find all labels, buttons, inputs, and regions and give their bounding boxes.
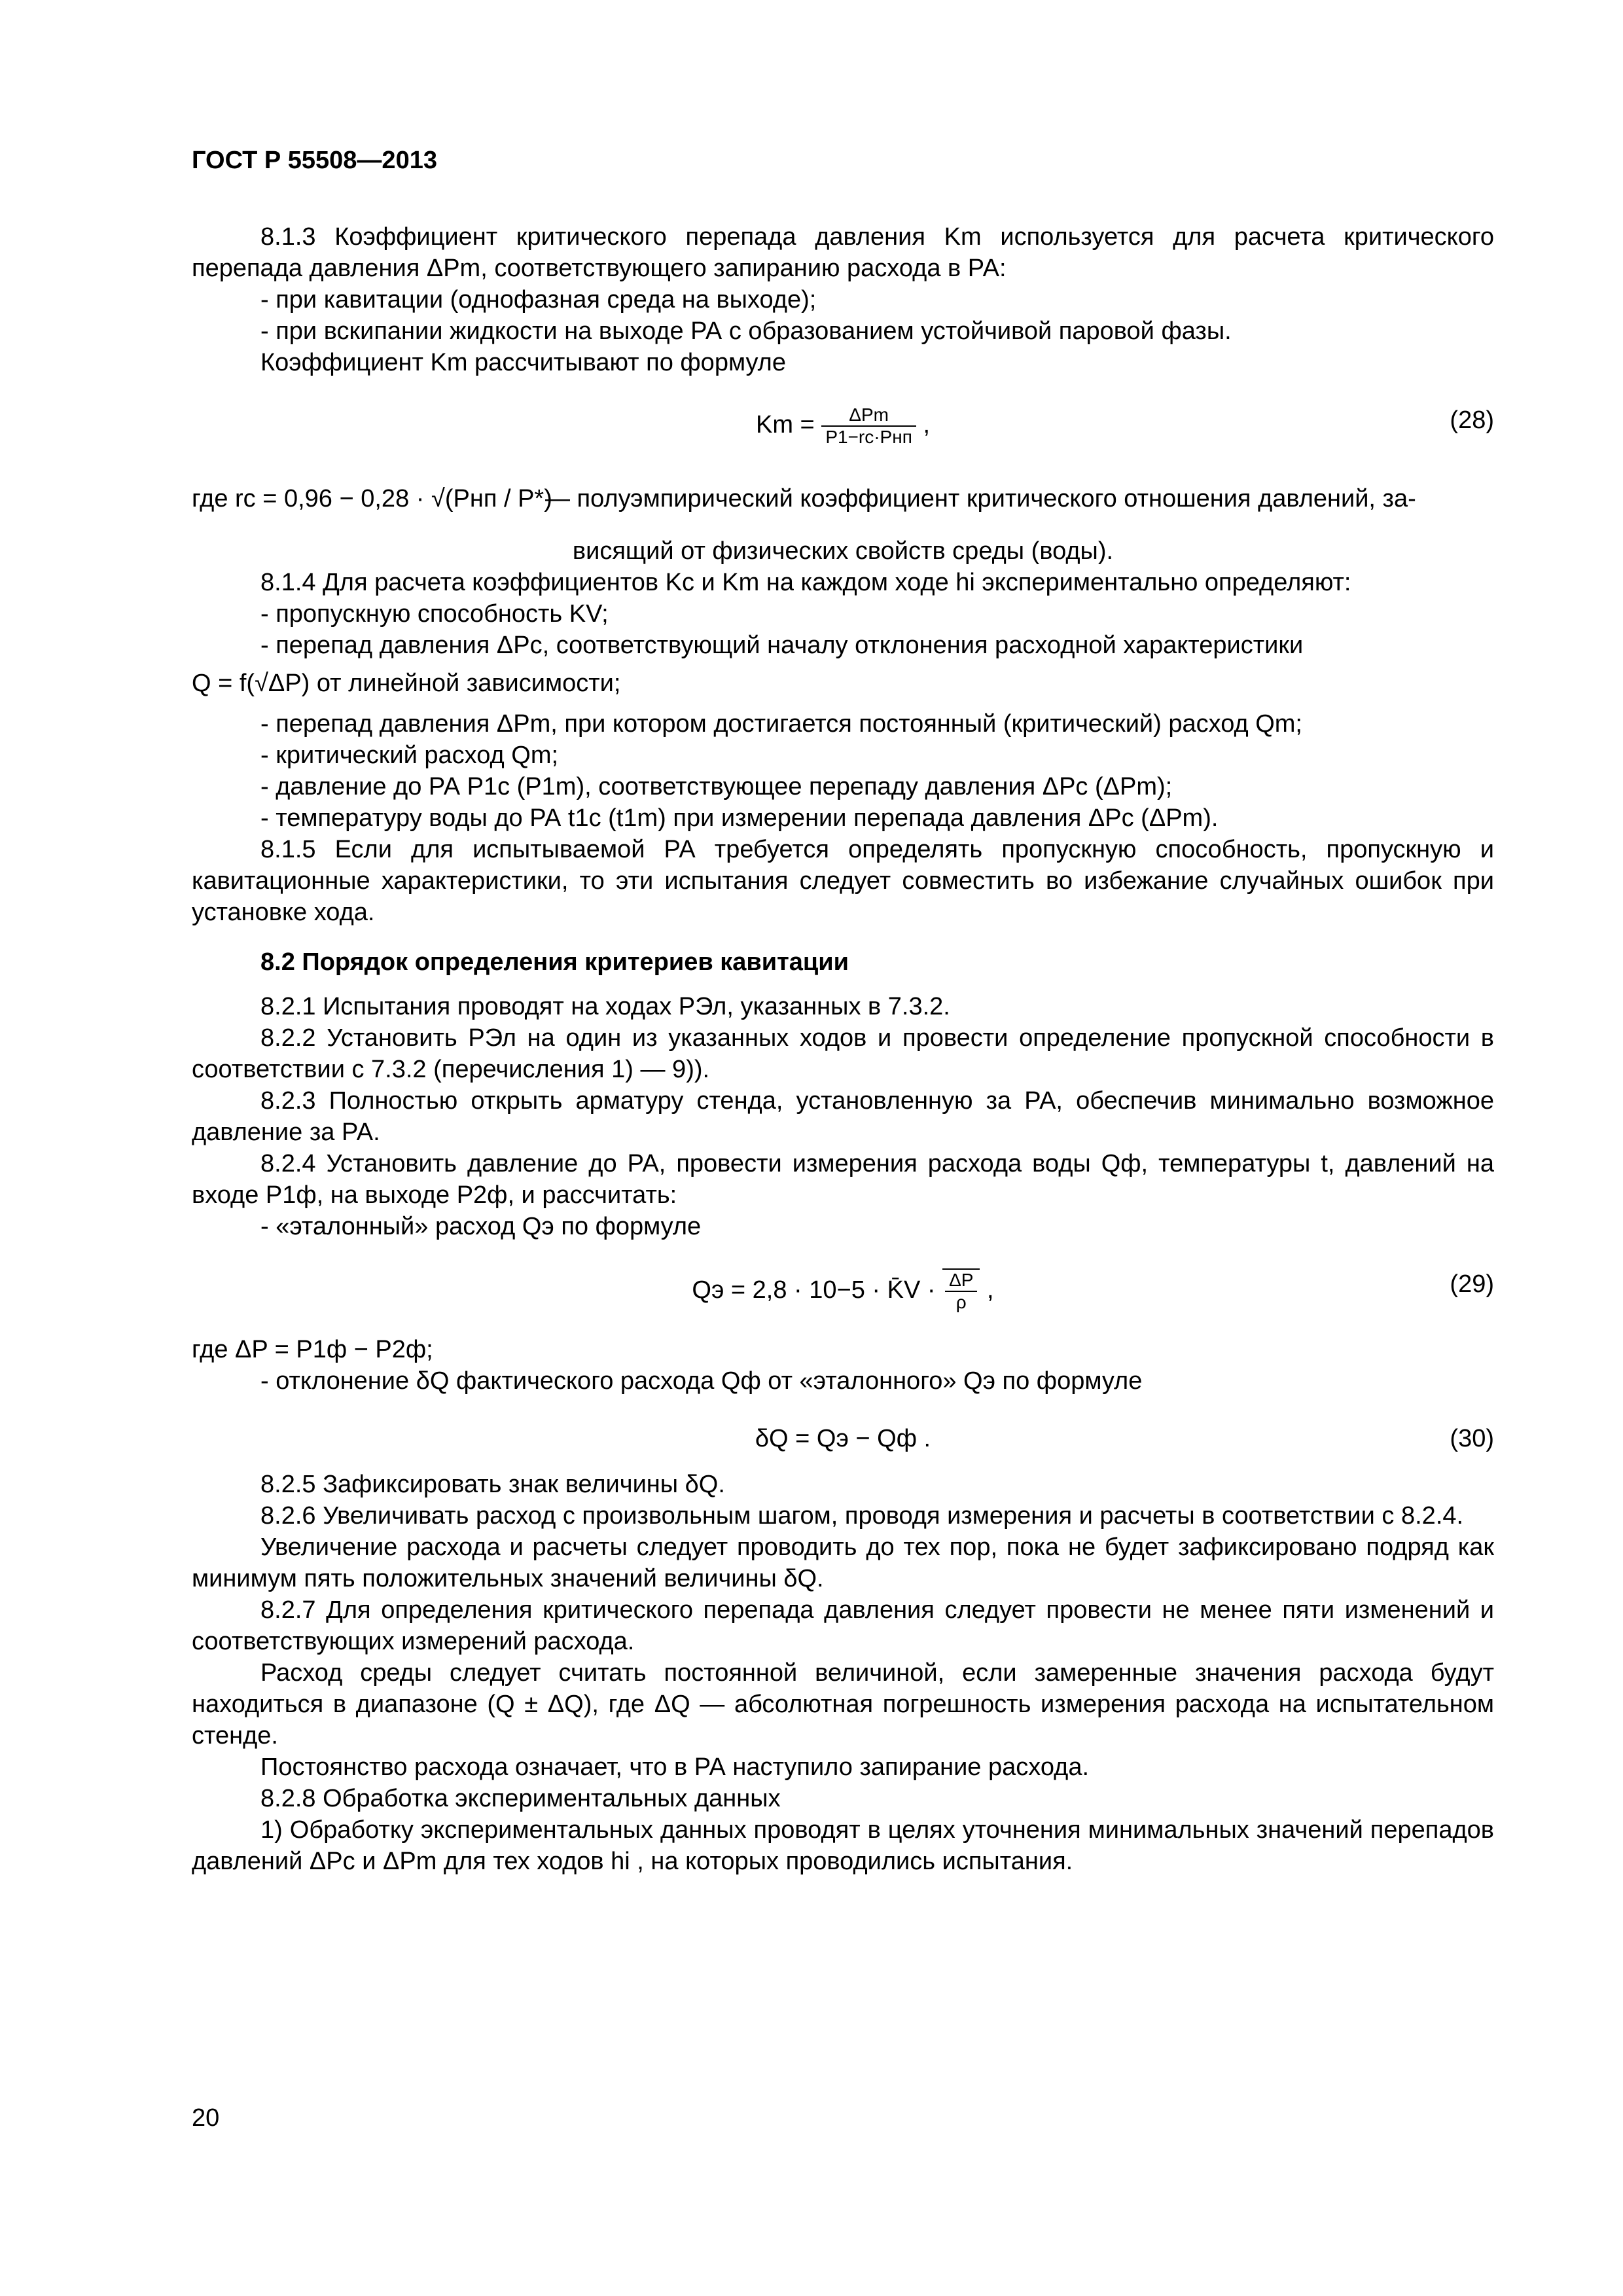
- formula-28-tail: ,: [923, 411, 930, 439]
- formula-29-denominator: ρ: [955, 1292, 967, 1312]
- paragraph-8-1-3: 8.1.3 Коэффициент критического перепада давления Km используется для расчета критического перепада давления ΔPm, соответствующего запиранию расхода в РА:: [192, 223, 1494, 282]
- formula-30-number: (30): [1450, 1425, 1494, 1452]
- formula-28: [192, 378, 1494, 470]
- formula-28-expression: [192, 404, 1494, 448]
- formula-30: [192, 1397, 1494, 1469]
- list-item: - температуру воды до РА t1c (t1m) при измерении перепада давления ΔPc (ΔPm).: [260, 804, 1219, 832]
- paragraph-8-2-2: 8.2.2 Установить РЭл на один из указанных ходов и провести определение пропускной способности в соответствии с 7.3.2 (перечисления 1) — 9)).: [192, 1024, 1494, 1083]
- paragraph-8-2-1: 8.2.1 Испытания проводят на ходах РЭл, указанных в 7.3.2.: [260, 993, 950, 1020]
- paragraph-8-2-8: 8.2.8 Обработка экспериментальных данных: [260, 1785, 781, 1812]
- where-28-left: где rc = 0,96 − 0,28 · √(Pнп / P*): [192, 485, 552, 512]
- where-28-continuation: висящий от физических свойств среды (воды).: [572, 537, 1114, 565]
- paragraph-8-1-4: 8.1.4 Для расчета коэффициентов Kc и Km на каждом ходе hi экспериментально определяют:: [260, 569, 1351, 596]
- formula-29-numerator: ΔP: [945, 1270, 977, 1292]
- paragraph: Коэффициент Km рассчитывают по формуле: [260, 349, 786, 376]
- formula-29-expression: [192, 1268, 1494, 1313]
- where-28: [192, 470, 1494, 535]
- document-header: ГОСТ Р 55508—2013: [192, 147, 437, 174]
- formula-29-number: (29): [1450, 1270, 1494, 1298]
- formula-29-tail: ,: [987, 1276, 994, 1304]
- where-28-right: — полуэмпирический коэффициент критического отношения давлений, за-: [545, 485, 1416, 512]
- paragraph: 1) Обработку экспериментальных данных проводят в целях уточнения минимальных значений перепадов давлений ΔPc и ΔPm для тех ходов hi , на которых проводились испытания.: [192, 1816, 1494, 1875]
- formula-28-denominator: P1−rc·Pнп: [825, 427, 912, 447]
- paragraph: Расход среды следует считать постоянной величиной, если замеренные значения расхода будут находиться в диапазоне (Q ± ΔQ), где ΔQ — абсолютная погрешность измерения расхода на испытательном стенде.: [192, 1659, 1494, 1749]
- paragraph: Увеличение расхода и расчеты следует проводить до тех пор, пока не будет зафиксировано подряд как минимум пять положительных значений величины δQ.: [192, 1534, 1494, 1592]
- paragraph-8-2-6: 8.2.6 Увеличивать расход с произвольным шагом, проводя измерения и расчеты в соответствии с 8.2.4.: [260, 1502, 1464, 1530]
- paragraph-8-2-5: 8.2.5 Зафиксировать знак величины δQ.: [260, 1471, 725, 1498]
- list-item: - перепад давления ΔPc, соответствующий началу отклонения расходной характеристики: [260, 632, 1304, 659]
- formula-29-left: Qэ = 2,8 · 10−5 · K̄V ·: [692, 1276, 936, 1304]
- section-heading-8-2: 8.2 Порядок определения критериев кавитации: [260, 948, 849, 976]
- formula-28-numerator: ΔPm: [821, 404, 916, 427]
- paragraph: Постоянство расхода означает, что в РА наступило запирание расхода.: [260, 1753, 1090, 1781]
- list-item-continuation: Q = f(√ΔP) от линейной зависимости;: [192, 670, 621, 697]
- formula-28-number: (28): [1450, 406, 1494, 434]
- list-item: - при кавитации (однофазная среда на выходе);: [260, 286, 817, 314]
- list-item: - давление до РА P1c (P1m), соответствующее перепаду давления ΔPc (ΔPm);: [260, 773, 1173, 800]
- list-item: - отклонение δQ фактического расхода Qф от «эталонного» Qэ по формуле: [260, 1367, 1143, 1395]
- where-29: где ΔP = P1ф − P2ф;: [192, 1336, 433, 1363]
- page-number: 20: [192, 2104, 220, 2132]
- paragraph-8-1-5: 8.1.5 Если для испытываемой РА требуется определять пропускную способность, пропускную и кавитационные характеристики, то эти испытания следует совместить во избежание случайных ошибок при установке хода.: [192, 836, 1494, 926]
- paragraph-8-2-4: 8.2.4 Установить давление до РА, провести измерения расхода воды Qф, температуры t, давлений на входе P1ф, на выходе P2ф, и рассчитать:: [192, 1150, 1494, 1209]
- list-item: - при вскипании жидкости на выходе РА с образованием устойчивой паровой фазы.: [260, 317, 1232, 345]
- formula-30-expression: δQ = Qэ − Qф .: [755, 1425, 931, 1452]
- list-item: - «эталонный» расход Qэ по формуле: [260, 1213, 702, 1240]
- paragraph-8-2-3: 8.2.3 Полностью открыть арматуру стенда, установленную за РА, обеспечив минимально возможное давление за РА.: [192, 1087, 1494, 1146]
- list-item: - пропускную способность KV;: [260, 600, 609, 628]
- formula-29: [192, 1242, 1494, 1334]
- paragraph-8-2-7: 8.2.7 Для определения критического перепада давления следует провести не менее пяти изменений и соответствующих измерений расхода.: [192, 1596, 1494, 1655]
- list-item: - перепад давления ΔPm, при котором достигается постоянный (критический) расход Qm;: [260, 710, 1302, 738]
- list-item: - критический расход Qm;: [260, 742, 559, 769]
- formula-28-fraction: [821, 404, 916, 448]
- formula-28-left: Km =: [756, 411, 815, 439]
- formula-29-sqrt: [942, 1268, 980, 1313]
- document-body: [192, 221, 1494, 1877]
- formula-29-fraction: [945, 1270, 977, 1313]
